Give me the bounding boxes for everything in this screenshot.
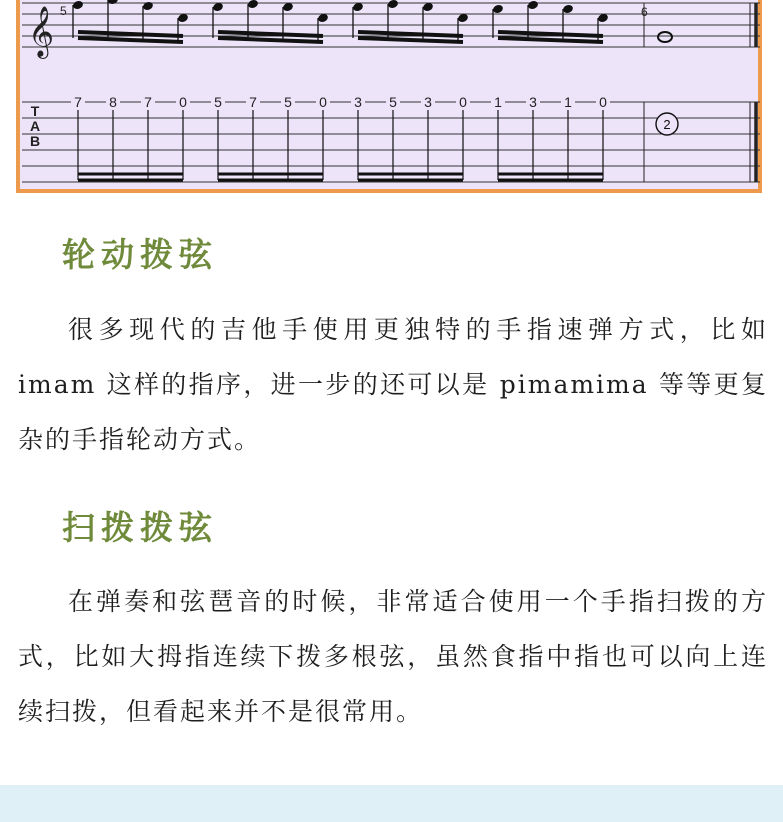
- notation-labels: [30, 4, 648, 149]
- paragraph-lunzhuan: 很多现代的吉他手使用更独特的手指速弹方式，比如 imam 这样的指序，进一步的还可以是 pimamima 等等更复杂的手指轮动方式。: [18, 315, 768, 454]
- footer-band: [0, 785, 783, 822]
- fret-number: 0: [599, 94, 607, 110]
- section-heading-lunzhuan: 轮动拨弦: [62, 235, 218, 274]
- treble-clef-icon: 𝄞: [28, 6, 55, 57]
- section-heading-saobo: 扫拨拨弦: [62, 508, 218, 547]
- fret-number: 7: [144, 94, 152, 110]
- note-head: [562, 4, 574, 15]
- note-head: [142, 1, 154, 12]
- notation-svg: [20, 0, 766, 193]
- tab-clef-letter: B: [29, 133, 41, 149]
- beam: [498, 38, 603, 42]
- fret-number: 3: [529, 94, 537, 110]
- note-head: [387, 0, 399, 9]
- string-marker-number: 2: [663, 117, 671, 132]
- fret-number: 8: [109, 94, 117, 110]
- fret-number: 0: [179, 94, 187, 110]
- beam: [78, 38, 183, 42]
- beam: [498, 32, 603, 36]
- note-head: [72, 0, 84, 10]
- measure-number: 5: [60, 4, 67, 18]
- paragraph-saobo: 在弹奏和弦琶音的时候，非常适合使用一个手指扫拨的方式，比如大拇指连续下拨多根弦，虽然食指中指也可以向上连续扫拨，但看起来并不是很常用。: [18, 587, 768, 726]
- beam: [358, 32, 463, 36]
- beam: [78, 32, 183, 36]
- fret-number: 1: [564, 94, 572, 110]
- fret-number: 0: [319, 94, 327, 110]
- fret-number: 7: [74, 94, 82, 110]
- tab-clef-letter: T: [30, 103, 40, 119]
- fret-number: 7: [249, 94, 257, 110]
- fret-number: 0: [459, 94, 467, 110]
- beam: [218, 32, 323, 36]
- note-head: [492, 4, 504, 15]
- fret-number: 1: [494, 94, 502, 110]
- beam: [218, 38, 323, 42]
- music-notation-panel: [16, 0, 762, 193]
- fret-number: 5: [284, 94, 292, 110]
- note-head: [247, 0, 259, 9]
- note-head: [527, 0, 539, 10]
- fret-number: 3: [354, 94, 362, 110]
- fret-number: 5: [389, 94, 397, 110]
- whole-note: [658, 32, 672, 42]
- staff: [22, 3, 760, 59]
- measure-number: 6: [641, 5, 648, 19]
- tab-clef-letter: A: [29, 118, 41, 134]
- beam: [358, 38, 463, 42]
- notes: [71, 0, 678, 180]
- fret-number: 3: [424, 94, 432, 110]
- tab-staff: [22, 102, 760, 182]
- fret-number: 5: [214, 94, 222, 110]
